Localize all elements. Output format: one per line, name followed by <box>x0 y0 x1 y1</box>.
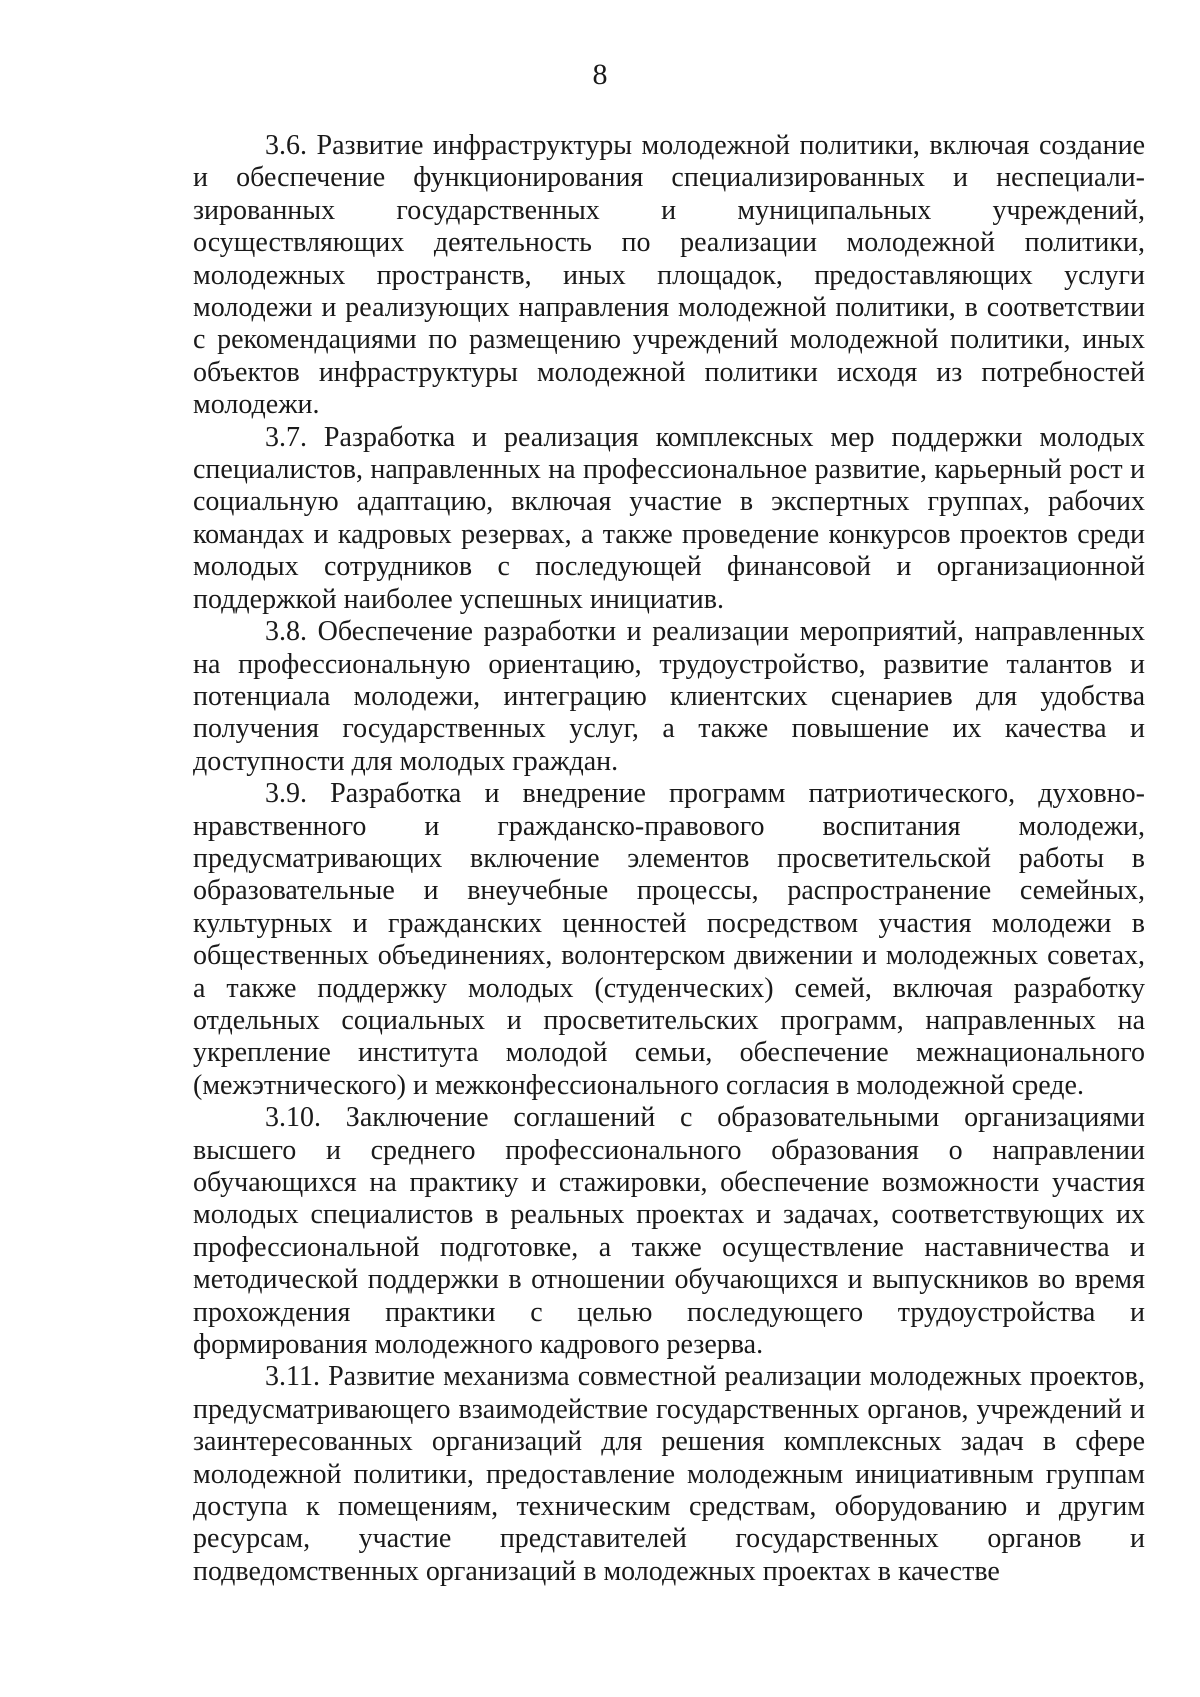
paragraph-3-11: 3.11. Развитие механизма совместной реализации молодежных проектов, предусматривающего взаимодействие государственных органов, учреждений и заинтересованных организаций для решения комплексных задач в сфере молодежной политики, предоставление молодежным инициативным группам доступа к помещениям, техническим средствам, оборудованию и другим ресурсам, участие представителей государственных органов и подведомственных организаций в молодежных проектах в качестве <box>193 1361 1145 1587</box>
paragraph-3-6: 3.6. Развитие инфраструктуры молодежной политики, включая создание и обеспечение функционирования специализированных и неспециализированных государственных и муниципальных учреждений, осуществляющих деятельность по реализации молодежной политики, молодежных пространств, иных площадок, предоставляющих услуги молодежи и реализующих направления молодежной политики, в соответствии с рекомендациями по размещению учреждений молодежной политики, иных объектов инфраструктуры молодежной политики исходя из потребностей молодежи. <box>193 130 1145 421</box>
paragraph-3-10: 3.10. Заключение соглашений с образовательными организациями высшего и среднего профессионального образования о направлении обучающихся на практику и стажировки, обеспечение возможности участия молодых специалистов в реальных проектах и задачах, соответствующих их профессиональной подготовке, а также осуществление наставничества и методической поддержки в отношении обучающихся и выпускников во время прохождения практики с целью последующего трудоустройства и формирования молодежного кадрового резерва. <box>193 1102 1145 1361</box>
document-body <box>193 130 1145 1588</box>
paragraph-3-8: 3.8. Обеспечение разработки и реализации мероприятий, направленных на профессиональную ориентацию, трудоустройство, развитие талантов и потенциала молодежи, интеграцию клиентских сценариев для удобства получения государственных услуг, а также повышение их качества и доступности для молодых граждан. <box>193 616 1145 777</box>
page-number: 8 <box>592 58 608 91</box>
paragraph-3-9: 3.9. Разработка и внедрение программ патриотического, духовно-нравственного и гражданско-правового воспитания молодежи, предусматривающих включение элементов просветительской работы в образовательные и внеучебные процессы, распространение семейных, культурных и гражданских ценностей посредством участия молодежи в общественных объединениях, волонтерском движении и молодежных советах, а также поддержку молодых (студенческих) семей, включая разработку отдельных социальных и просветительских программ, направленных на укрепление института молодой семьи, обеспечение межнационального (межэтнического) и межконфессионального согласия в молодежной среде. <box>193 778 1145 1101</box>
paragraph-3-7: 3.7. Разработка и реализация комплексных мер поддержки молодых специалистов, направленных на профессиональное развитие, карьерный рост и социальную адаптацию, включая участие в экспертных группах, рабочих командах и кадровых резервах, а также проведение конкурсов проектов среди молодых сотрудников с последующей финансовой и организационной поддержкой наиболее успешных инициатив. <box>193 421 1145 615</box>
